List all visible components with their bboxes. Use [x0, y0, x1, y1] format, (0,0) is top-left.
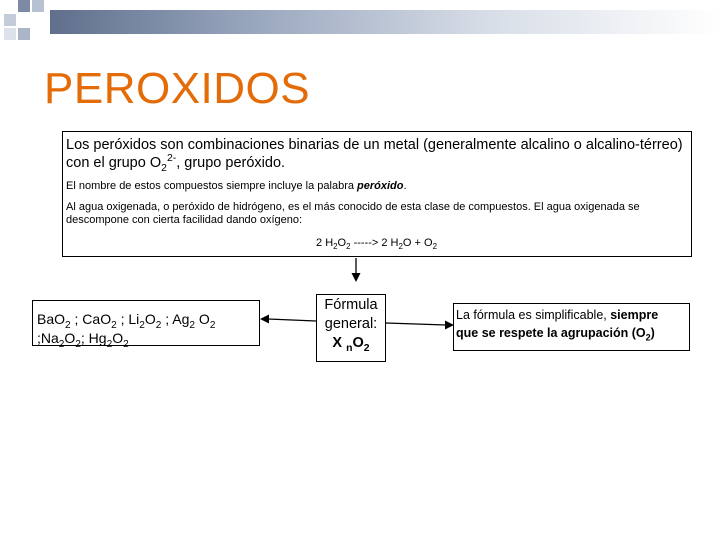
- down-arrow-icon: [350, 258, 362, 282]
- naming-text: El nombre de estos compuestos siempre incluye la palabra: [66, 180, 358, 192]
- example-sep: ;: [116, 311, 129, 327]
- example-sub: 2: [139, 319, 145, 331]
- formula-expression: [317, 334, 385, 353]
- examples-line1: [37, 310, 259, 329]
- eq-sub: 2: [398, 242, 403, 252]
- example-formula: Li: [128, 311, 140, 327]
- naming-end: .: [403, 180, 407, 192]
- eq-sub: 2: [432, 242, 437, 252]
- note-bold-text: que se respete la agrupación (O: [456, 326, 646, 340]
- page-title: PEROXIDOS: [44, 64, 311, 113]
- deco-square: [18, 28, 30, 40]
- example-sub: 2: [58, 338, 65, 350]
- right-arrow-icon: [386, 318, 454, 332]
- note-sub: 2: [645, 332, 651, 343]
- deco-square: [32, 14, 44, 26]
- eq-sub: 2: [346, 242, 351, 252]
- left-arrow-icon: [260, 312, 316, 326]
- eq-part: -----> 2 H: [350, 237, 399, 249]
- intro-text: [66, 136, 687, 172]
- example-formula: O: [144, 311, 156, 327]
- deco-square: [32, 0, 44, 12]
- eq-sub: 2: [333, 242, 338, 252]
- formula-line2: general:: [324, 316, 378, 332]
- example-sub: 2: [189, 319, 196, 331]
- example-sub: 2: [65, 319, 71, 331]
- note-bold: siempre: [610, 308, 659, 322]
- deco-square: [4, 28, 16, 40]
- general-formula-box: [316, 294, 386, 362]
- deco-square: [18, 0, 30, 12]
- formula-x: X: [332, 335, 347, 351]
- water-note: Al agua oxigenada, o peróxido de hidrógeno, es el más conocido de esta clase de compuestos. El agua oxigenada se descompone con cierta facilidad dando oxígeno:: [66, 201, 640, 226]
- gradient-band: [50, 10, 720, 34]
- intro-sub: 2: [161, 162, 167, 174]
- eq-part: 2 H: [316, 237, 334, 249]
- decomposition-equation: [66, 237, 687, 252]
- note-bold-line2: [456, 326, 655, 343]
- deco-square: [4, 14, 16, 26]
- example-sep: ;: [70, 311, 83, 327]
- example-formula: ;Na: [37, 330, 59, 346]
- example-formula: O: [195, 311, 210, 327]
- example-formula: CaO: [82, 311, 112, 327]
- note-end: ): [650, 326, 655, 340]
- formula-line1: Fórmula: [324, 297, 378, 313]
- example-formula: ; Hg: [80, 330, 107, 346]
- formula-o: O: [352, 335, 364, 351]
- formula-sub: 2: [363, 342, 370, 354]
- examples-line2: [37, 329, 259, 348]
- example-sub: 2: [106, 338, 113, 350]
- example-formula: Ag: [172, 311, 190, 327]
- note-text: La fórmula es simplificable,: [456, 308, 611, 322]
- intro-sup: 2-: [166, 153, 177, 165]
- example-sub: 2: [209, 319, 216, 331]
- example-sub: 2: [75, 338, 81, 350]
- naming-note: [66, 180, 687, 193]
- example-sub: 2: [111, 319, 117, 331]
- eq-part: O + O: [402, 237, 433, 249]
- examples-box: [32, 300, 260, 350]
- intro-part2: , grupo peróxido.: [176, 155, 286, 171]
- example-formula: BaO: [37, 311, 66, 327]
- definition-box: [62, 131, 692, 257]
- example-formula: O: [64, 330, 76, 346]
- eq-part: O: [337, 237, 347, 249]
- example-formula: O: [112, 330, 124, 346]
- example-sub: 2: [123, 338, 129, 350]
- example-sep: ;: [161, 311, 173, 327]
- example-sub: 2: [155, 319, 162, 331]
- formula-n: n: [346, 342, 353, 354]
- header-decoration: [0, 0, 720, 40]
- intro-part1: Los peróxidos son combinaciones binarias de un metal (generalmente alcalino o alcalino-térreo) con el grupo O: [66, 137, 683, 171]
- naming-emphasis: peróxido: [357, 180, 404, 192]
- simplification-note-box: [453, 303, 690, 351]
